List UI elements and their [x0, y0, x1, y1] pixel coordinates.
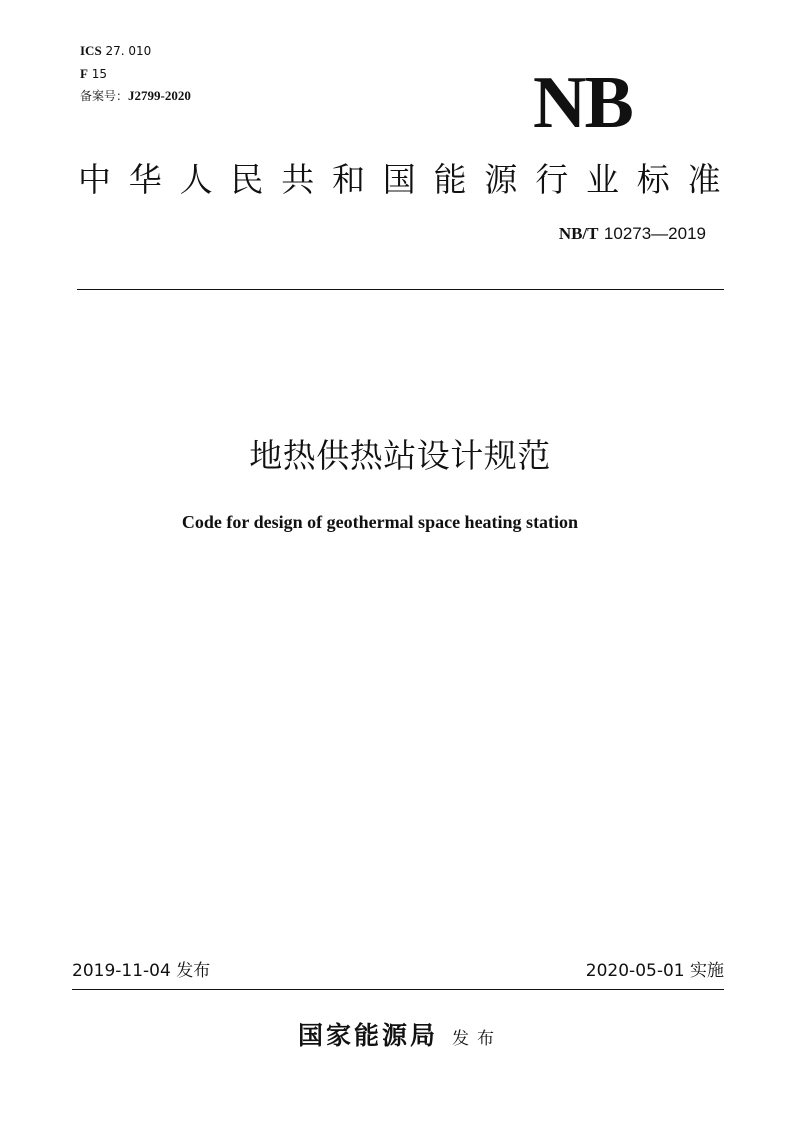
record-code: J2799-2020 [128, 88, 191, 103]
bottom-divider [72, 989, 724, 990]
implementation-date: 2020-05-01 实施 [585, 961, 724, 981]
standard-title: 中华人民共和国能源行业标准 [78, 160, 739, 199]
record-number [80, 89, 191, 103]
ics-code: 27. 010 [105, 44, 152, 58]
ccs-code: 15 [91, 67, 108, 81]
issuer [0, 1018, 800, 1057]
ics-classification [80, 44, 151, 58]
issuer-action: 发布 [452, 1029, 502, 1049]
issue-date: 2019-11-04 发布 [72, 961, 211, 981]
ics-label: ICS [80, 43, 102, 58]
record-label: 备案号： [80, 89, 129, 103]
standard-code [559, 224, 706, 244]
nb-logo: NB [533, 62, 632, 144]
top-divider [77, 289, 724, 290]
ccs-label: F [80, 66, 88, 81]
ccs-classification [80, 67, 107, 81]
standard-code-prefix: NB/T [558, 224, 599, 243]
document-title-english: Code for design of geothermal space heating station [181, 512, 579, 532]
issuer-name: 国家能源局 [297, 1021, 438, 1050]
standard-code-number: 10273—2019 [603, 224, 706, 243]
document-title-chinese: 地热供热站设计规范 [249, 436, 551, 475]
